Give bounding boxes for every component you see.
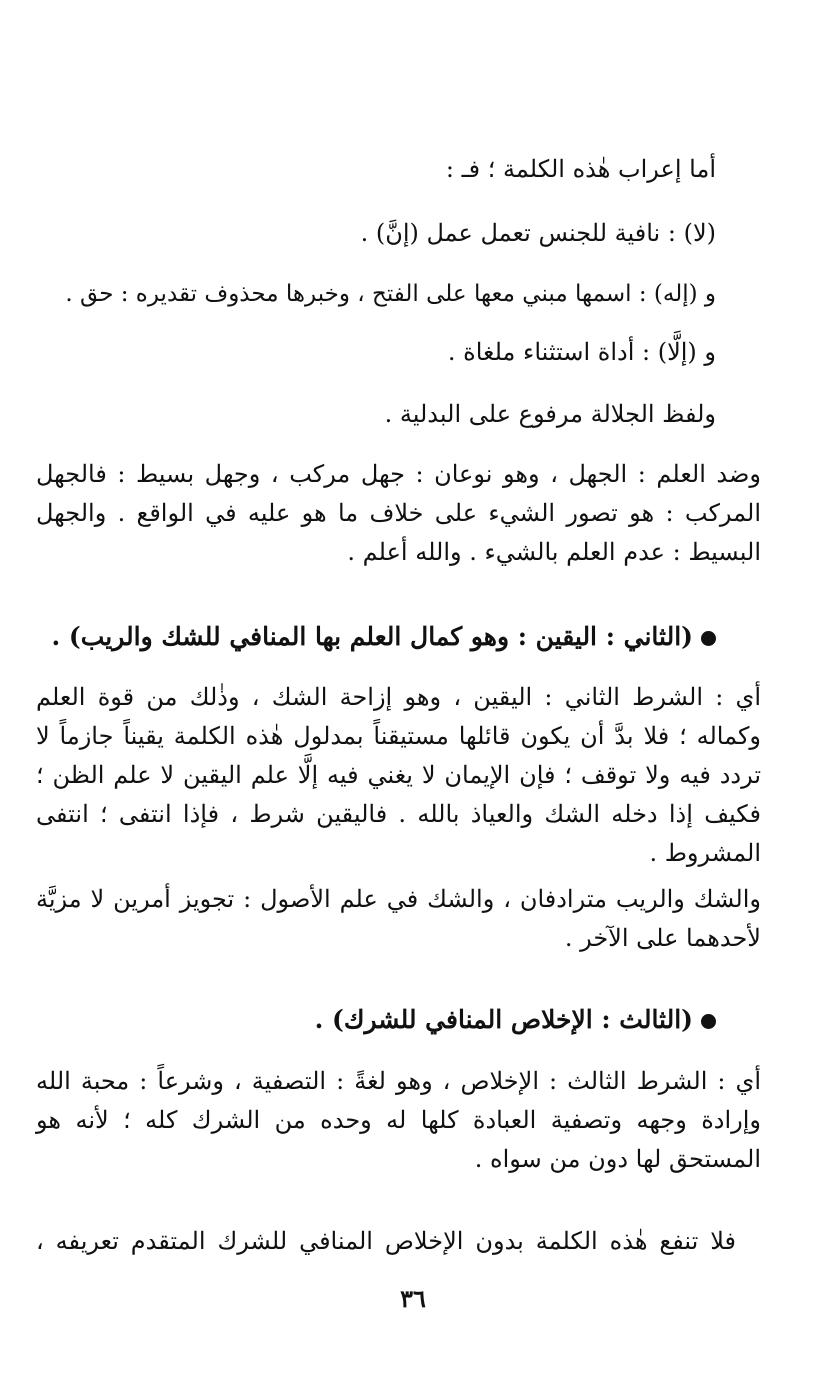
- heading-third-text: (الثالث : الإخلاص المنافي للشرك) .: [314, 1005, 693, 1034]
- bullet-icon: [701, 1014, 716, 1029]
- paragraph-ilah: و (إله) : اسمها مبني معها على الفتح ، وخبرها محذوف تقديره : حق .: [65, 281, 716, 307]
- page-number: ٣٦: [400, 1284, 426, 1313]
- paragraph-yaqin: أي : الشرط الثاني : اليقين ، وهو إزاحة الشك ، وذٰلك من قوة العلم وكماله ؛ فلا بدَّ أن يكون قائلها مستيقناً بمدلول هٰذه الكلمة يقيناً جازماً لا تردد فيه ولا توقف ؛ فإن الإيمان لا يغني فيه إلَّا علم اليقين لا علم الظن ؛ فكيف إذا دخله الشك والعياذ بالله . فاليقين شرط ، فإذا انتفى ؛ انتفى المشروط .: [36, 683, 762, 867]
- paragraph-jahl: وضد العلم : الجهل ، وهو نوعان : جهل مركب ، وجهل بسيط : فالجهل المركب : هو تصور الشيء على خلاف ما هو عليه في الواقع . والجهل البسيط : عدم العلم بالشيء . والله أعلم .: [36, 460, 761, 566]
- paragraph-la-tanfa: فلا تنفع هٰذه الكلمة بدون الإخلاص المنافي للشرك المتقدم تعريفه ،: [36, 1227, 736, 1255]
- bullet-icon: [701, 631, 716, 646]
- heading-second-text: (الثاني : اليقين : وهو كمال العلم بها المنافي للشك والريب) .: [51, 622, 693, 651]
- paragraph-shak-rayb: والشك والريب مترادفان ، والشك في علم الأصول : تجويز أمرين لا مزيَّة لأحدهما على الآخر .: [36, 885, 761, 952]
- paragraph-ikhlas: أي : الشرط الثالث : الإخلاص ، وهو لغةً : التصفية ، وشرعاً : محبة الله وإرادة وجهه وتصفية العبادة كلها له وحده من الشرك كله ؛ لأنه هو المستحق لها دون من سواه .: [36, 1067, 761, 1173]
- paragraph-irab-intro: أما إعراب هٰذه الكلمة ؛ فـ :: [445, 155, 716, 183]
- paragraph-lafz-jalala: ولفظ الجلالة مرفوع على البدلية .: [384, 400, 716, 428]
- heading-third-condition: [116, 1000, 716, 1039]
- paragraph-illa: و (إلَّا) : أداة استثناء ملغاة .: [447, 338, 716, 366]
- heading-second-condition: [36, 617, 716, 656]
- paragraph-la-nafiya: (لا) : نافية للجنس تعمل عمل (إنَّ) .: [360, 219, 716, 247]
